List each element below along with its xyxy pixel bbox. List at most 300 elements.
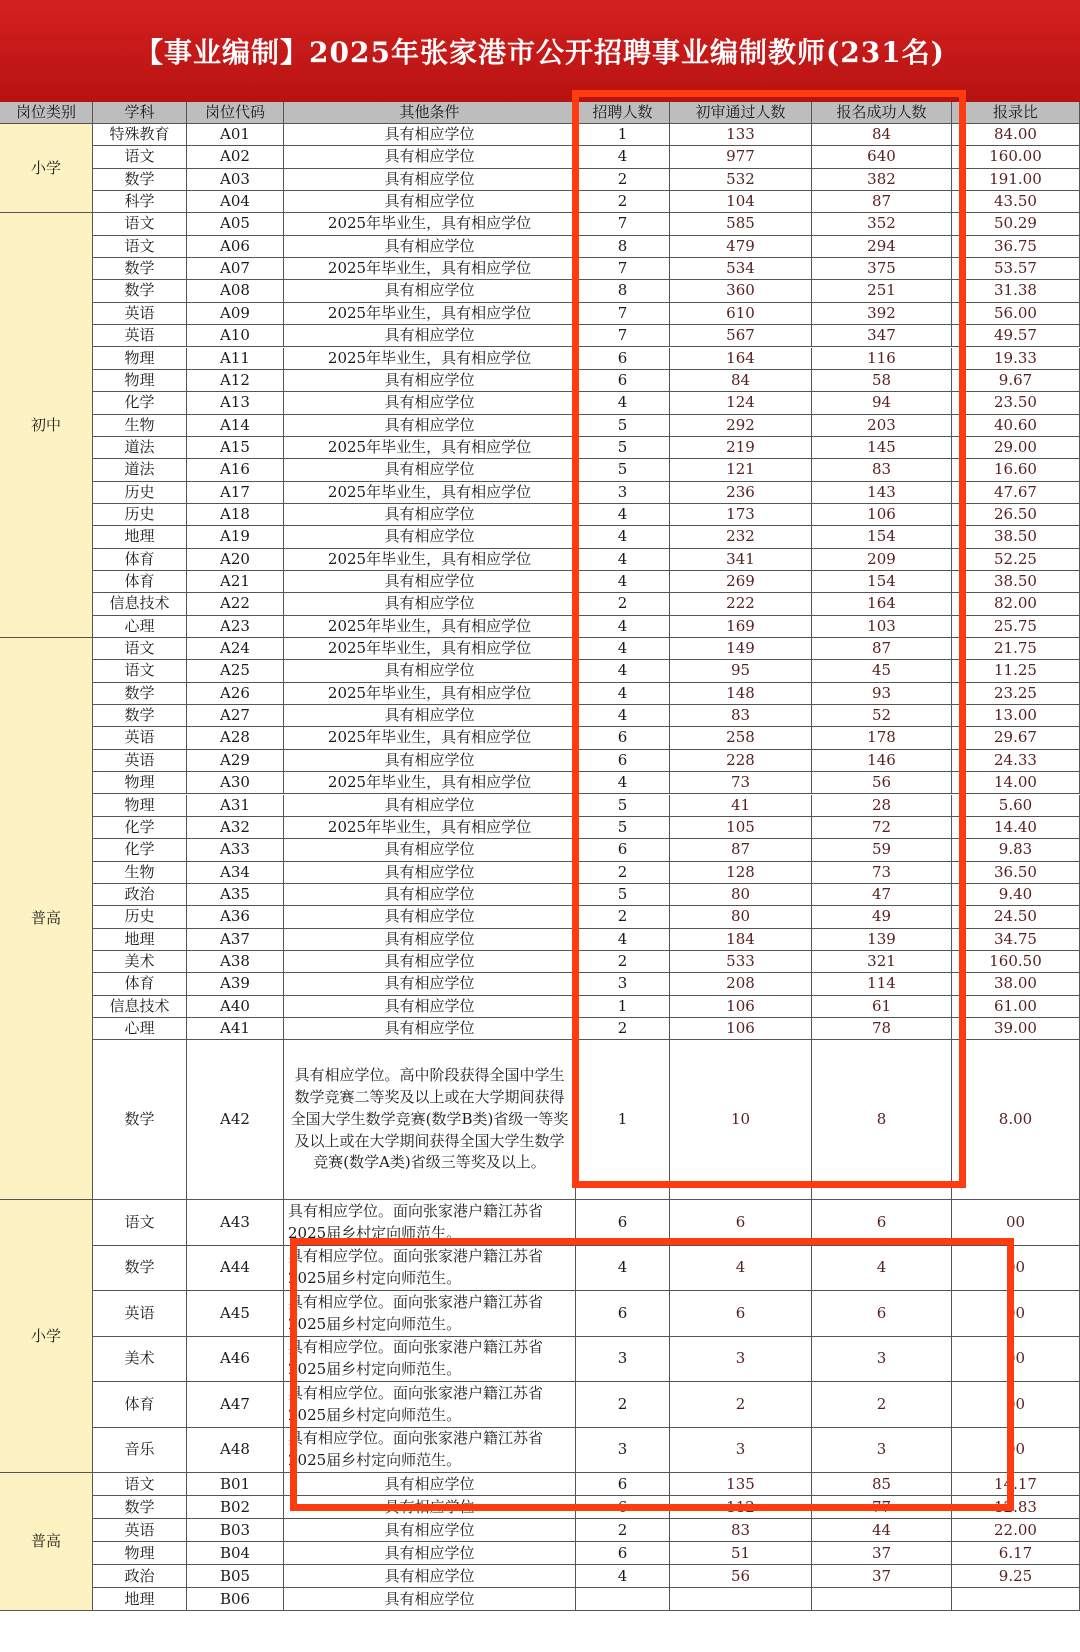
page-title-banner bbox=[0, 0, 1080, 102]
condition-cell bbox=[284, 1246, 576, 1292]
subject-cell-text: 特殊教育 bbox=[109, 125, 170, 144]
condition-cell bbox=[284, 795, 576, 817]
value-cell-text: 222 bbox=[726, 594, 755, 613]
value-cell-text: 6 bbox=[617, 728, 628, 747]
value-cell bbox=[576, 459, 670, 481]
value-cell-text: 94 bbox=[871, 393, 892, 412]
value-cell-text: 14.00 bbox=[994, 773, 1037, 792]
value-cell bbox=[952, 213, 1080, 235]
value-cell-text: 2 bbox=[617, 951, 628, 970]
value-cell bbox=[952, 862, 1080, 884]
code-cell bbox=[187, 415, 284, 437]
value-cell bbox=[576, 795, 670, 817]
value-cell-text: 105 bbox=[726, 817, 755, 836]
value-cell bbox=[812, 884, 952, 906]
subject-cell-text: 科学 bbox=[124, 192, 155, 211]
value-cell bbox=[812, 929, 952, 951]
value-cell bbox=[670, 392, 812, 414]
code-cell-text: A48 bbox=[220, 1440, 250, 1459]
value-cell bbox=[952, 169, 1080, 191]
value-cell bbox=[952, 705, 1080, 727]
value-cell bbox=[812, 1565, 952, 1588]
subject-cell-text: 物理 bbox=[124, 1543, 155, 1562]
value-cell-text: 479 bbox=[726, 236, 755, 255]
value-cell bbox=[670, 146, 812, 168]
condition-cell-text: 具有相应学位。面向张家港户籍江苏省2025届乡村定向师范生。 bbox=[288, 1201, 544, 1242]
value-cell bbox=[576, 929, 670, 951]
code-cell bbox=[187, 146, 284, 168]
subject-cell-text: 化学 bbox=[124, 817, 155, 836]
subject-cell-text: 政治 bbox=[124, 1566, 155, 1585]
subject-cell bbox=[93, 258, 187, 280]
condition-cell-text: 具有相应学位 bbox=[384, 572, 475, 591]
subject-cell bbox=[93, 325, 187, 347]
value-cell-text: 347 bbox=[867, 326, 896, 345]
value-cell-text: 61 bbox=[871, 996, 892, 1015]
value-cell bbox=[812, 124, 952, 146]
value-cell bbox=[812, 1291, 952, 1337]
value-cell bbox=[670, 191, 812, 213]
value-cell bbox=[670, 772, 812, 794]
value-cell bbox=[812, 1473, 952, 1496]
code-cell bbox=[187, 392, 284, 414]
subject-cell bbox=[93, 392, 187, 414]
code-cell-text: A06 bbox=[220, 236, 250, 255]
value-cell-text: 3 bbox=[876, 1440, 887, 1459]
value-cell-text: 5 bbox=[617, 460, 628, 479]
value-cell-text: 11.25 bbox=[994, 661, 1037, 680]
subject-cell-text: 语文 bbox=[124, 147, 155, 166]
condition-cell bbox=[284, 169, 576, 191]
value-cell-text: 375 bbox=[867, 259, 896, 278]
value-cell-text: 2 bbox=[617, 1019, 628, 1038]
value-cell-text: 38.00 bbox=[994, 974, 1037, 993]
value-cell-text: 39.00 bbox=[994, 1019, 1037, 1038]
value-cell-text: 106 bbox=[726, 996, 755, 1015]
condition-cell-text: 具有相应学位 bbox=[384, 907, 475, 926]
value-cell-text: 191.00 bbox=[989, 169, 1042, 188]
value-cell-text: 5 bbox=[617, 437, 628, 456]
value-cell-text: 87 bbox=[871, 639, 892, 658]
condition-cell bbox=[284, 705, 576, 727]
condition-cell bbox=[284, 213, 576, 235]
header-cell-text: 初审通过人数 bbox=[695, 102, 786, 121]
subject-cell-text: 物理 bbox=[124, 795, 155, 814]
subject-cell-text: 语文 bbox=[124, 214, 155, 233]
condition-cell-text: 具有相应学位 bbox=[384, 370, 475, 389]
subject-cell bbox=[93, 1565, 187, 1588]
value-cell bbox=[670, 280, 812, 302]
subject-cell-text: 化学 bbox=[124, 393, 155, 412]
subject-cell bbox=[93, 951, 187, 973]
condition-cell bbox=[284, 1428, 576, 1474]
value-cell bbox=[952, 280, 1080, 302]
value-cell bbox=[576, 839, 670, 861]
value-cell bbox=[952, 772, 1080, 794]
value-cell bbox=[576, 124, 670, 146]
code-cell bbox=[187, 549, 284, 571]
condition-cell-text: 具有相应学位 bbox=[384, 147, 475, 166]
value-cell bbox=[812, 415, 952, 437]
value-cell bbox=[670, 1542, 812, 1565]
condition-cell bbox=[284, 258, 576, 280]
code-cell-text: A26 bbox=[220, 683, 250, 702]
subject-cell bbox=[93, 1428, 187, 1474]
code-cell bbox=[187, 124, 284, 146]
value-cell-text: 77 bbox=[871, 1497, 892, 1516]
value-cell bbox=[670, 817, 812, 839]
value-cell-text: 6 bbox=[735, 1212, 746, 1231]
value-cell-text: 61.00 bbox=[994, 996, 1037, 1015]
code-cell bbox=[187, 1496, 284, 1519]
value-cell-text: 1 bbox=[617, 996, 628, 1015]
condition-cell-text: 2025年毕业生，具有相应学位 bbox=[327, 817, 532, 836]
value-cell bbox=[952, 1040, 1080, 1200]
value-cell bbox=[812, 1018, 952, 1040]
subject-cell bbox=[93, 191, 187, 213]
value-cell-text: 3 bbox=[617, 1440, 628, 1459]
code-cell bbox=[187, 593, 284, 615]
condition-cell bbox=[284, 571, 576, 593]
value-cell bbox=[576, 191, 670, 213]
value-cell bbox=[670, 370, 812, 392]
subject-cell-text: 生物 bbox=[124, 415, 155, 434]
condition-cell-text: 具有相应学位。面向张家港户籍江苏省2025届乡村定向师范生。 bbox=[288, 1247, 544, 1288]
value-cell bbox=[812, 839, 952, 861]
subject-cell bbox=[93, 1496, 187, 1519]
value-cell bbox=[670, 124, 812, 146]
value-cell bbox=[812, 1382, 952, 1428]
code-cell-text: A03 bbox=[220, 169, 250, 188]
value-cell bbox=[670, 258, 812, 280]
code-cell-text: A41 bbox=[220, 1019, 250, 1038]
subject-cell-text: 信息技术 bbox=[109, 594, 170, 613]
subject-cell bbox=[93, 884, 187, 906]
code-cell bbox=[187, 1519, 284, 1542]
value-cell-text: 533 bbox=[726, 951, 755, 970]
code-cell-text: A46 bbox=[220, 1349, 250, 1368]
value-cell bbox=[576, 1428, 670, 1474]
value-cell-text: 9.40 bbox=[998, 884, 1033, 903]
subject-cell bbox=[93, 1473, 187, 1496]
value-cell bbox=[952, 526, 1080, 548]
value-cell-text: 41 bbox=[730, 795, 751, 814]
code-cell-text: A20 bbox=[220, 549, 250, 568]
value-cell-text: 143 bbox=[867, 482, 896, 501]
code-cell bbox=[187, 526, 284, 548]
value-cell-text: 977 bbox=[726, 147, 755, 166]
value-cell-text: 6 bbox=[617, 1543, 628, 1562]
code-cell-text: A36 bbox=[220, 907, 250, 926]
code-cell bbox=[187, 1246, 284, 1292]
value-cell bbox=[812, 683, 952, 705]
code-cell-text: A32 bbox=[220, 817, 250, 836]
value-cell bbox=[670, 213, 812, 235]
subject-cell-text: 心理 bbox=[124, 616, 155, 635]
value-cell bbox=[670, 1291, 812, 1337]
value-cell bbox=[576, 1473, 670, 1496]
value-cell bbox=[576, 727, 670, 749]
code-cell bbox=[187, 191, 284, 213]
value-cell-text: 360 bbox=[726, 281, 755, 300]
condition-cell-text: 具有相应学位 bbox=[384, 884, 475, 903]
value-cell bbox=[812, 862, 952, 884]
code-cell-text: A09 bbox=[220, 303, 250, 322]
condition-cell-text: 具有相应学位 bbox=[384, 951, 475, 970]
value-cell bbox=[952, 1018, 1080, 1040]
value-cell bbox=[812, 370, 952, 392]
condition-cell-text: 2025年毕业生，具有相应学位 bbox=[327, 303, 532, 322]
subject-cell bbox=[93, 370, 187, 392]
code-cell-text: B03 bbox=[219, 1520, 251, 1539]
value-cell-text: 23.25 bbox=[994, 683, 1037, 702]
value-cell bbox=[576, 526, 670, 548]
value-cell bbox=[670, 348, 812, 370]
value-cell-text: 72 bbox=[871, 817, 892, 836]
value-cell-text: 36.50 bbox=[994, 862, 1037, 881]
value-cell-text: 44 bbox=[871, 1520, 892, 1539]
value-cell-text: 124 bbox=[726, 393, 755, 412]
condition-cell bbox=[284, 750, 576, 772]
subject-cell-text: 历史 bbox=[124, 504, 155, 523]
condition-cell-text: 具有相应学位 bbox=[384, 415, 475, 434]
value-cell-text: 6 bbox=[617, 1212, 628, 1231]
condition-cell bbox=[284, 146, 576, 168]
code-cell-text: A05 bbox=[220, 214, 250, 233]
code-cell bbox=[187, 1588, 284, 1611]
value-cell-text: 10 bbox=[730, 1110, 751, 1129]
value-cell bbox=[576, 236, 670, 258]
subject-cell-text: 物理 bbox=[124, 348, 155, 367]
value-cell-text: 2 bbox=[617, 192, 628, 211]
condition-cell-text: 具有相应学位 bbox=[384, 996, 475, 1015]
value-cell bbox=[670, 750, 812, 772]
subject-cell bbox=[93, 437, 187, 459]
value-cell-text: 5 bbox=[617, 415, 628, 434]
value-cell-text: 4 bbox=[617, 527, 628, 546]
value-cell-text: 59 bbox=[871, 840, 892, 859]
header-cell bbox=[576, 102, 670, 124]
condition-cell bbox=[284, 392, 576, 414]
value-cell bbox=[812, 1040, 952, 1200]
value-cell-text: 2 bbox=[617, 169, 628, 188]
subject-cell-text: 数学 bbox=[124, 169, 155, 188]
value-cell-text: 00 bbox=[1005, 1440, 1026, 1459]
value-cell bbox=[670, 929, 812, 951]
value-cell-text: 4 bbox=[617, 661, 628, 680]
code-cell-text: A22 bbox=[220, 594, 250, 613]
category-cell-text: 小学 bbox=[30, 1326, 61, 1345]
condition-cell-text: 2025年毕业生，具有相应学位 bbox=[327, 437, 532, 456]
value-cell-text: 184 bbox=[726, 929, 755, 948]
value-cell-text: 149 bbox=[726, 639, 755, 658]
subject-cell-text: 道法 bbox=[124, 460, 155, 479]
code-cell-text: A13 bbox=[220, 393, 250, 412]
value-cell bbox=[576, 705, 670, 727]
code-cell bbox=[187, 280, 284, 302]
value-cell-text: 58 bbox=[871, 370, 892, 389]
subject-cell-text: 道法 bbox=[124, 437, 155, 456]
value-cell-text: 6 bbox=[617, 370, 628, 389]
code-cell bbox=[187, 884, 284, 906]
value-cell-text: 2 bbox=[617, 1520, 628, 1539]
subject-cell-text: 音乐 bbox=[124, 1440, 155, 1459]
value-cell-text: 4 bbox=[617, 1566, 628, 1585]
value-cell-text: 52 bbox=[871, 706, 892, 725]
value-cell bbox=[952, 1291, 1080, 1337]
value-cell bbox=[670, 996, 812, 1018]
condition-cell-text: 具有相应学位 bbox=[384, 594, 475, 613]
value-cell bbox=[576, 1040, 670, 1200]
condition-cell-text: 具有相应学位 bbox=[384, 169, 475, 188]
code-cell bbox=[187, 169, 284, 191]
value-cell-text: 73 bbox=[730, 773, 751, 792]
value-cell-text: 2 bbox=[617, 862, 628, 881]
value-cell bbox=[670, 169, 812, 191]
subject-cell bbox=[93, 459, 187, 481]
value-cell bbox=[576, 906, 670, 928]
value-cell bbox=[670, 459, 812, 481]
value-cell-text: 87 bbox=[730, 840, 751, 859]
code-cell-text: A19 bbox=[220, 527, 250, 546]
value-cell bbox=[576, 1496, 670, 1519]
subject-cell-text: 地理 bbox=[124, 527, 155, 546]
value-cell bbox=[952, 996, 1080, 1018]
code-cell bbox=[187, 951, 284, 973]
condition-cell-text: 2025年毕业生，具有相应学位 bbox=[327, 616, 532, 635]
code-cell-text: B01 bbox=[219, 1474, 251, 1493]
value-cell bbox=[952, 415, 1080, 437]
code-cell-text: A40 bbox=[220, 996, 250, 1015]
condition-cell-text: 2025年毕业生，具有相应学位 bbox=[327, 348, 532, 367]
value-cell bbox=[952, 258, 1080, 280]
value-cell bbox=[670, 705, 812, 727]
condition-cell-text: 具有相应学位。面向张家港户籍江苏省2025届乡村定向师范生。 bbox=[288, 1292, 544, 1333]
value-cell bbox=[670, 325, 812, 347]
value-cell-text: 24.33 bbox=[994, 750, 1037, 769]
condition-cell-text: 具有相应学位 bbox=[384, 1497, 475, 1516]
subject-cell-text: 美术 bbox=[124, 1349, 155, 1368]
value-cell bbox=[576, 996, 670, 1018]
value-cell bbox=[670, 1588, 812, 1611]
value-cell bbox=[670, 571, 812, 593]
value-cell-text: 352 bbox=[867, 214, 896, 233]
subject-cell bbox=[93, 1382, 187, 1428]
value-cell-text: 4 bbox=[617, 773, 628, 792]
value-cell-text: 1 bbox=[617, 125, 628, 144]
value-cell bbox=[952, 325, 1080, 347]
condition-cell-text: 具有相应学位。面向张家港户籍江苏省2025届乡村定向师范生。 bbox=[288, 1429, 544, 1470]
code-cell-text: A30 bbox=[220, 773, 250, 792]
value-cell bbox=[670, 906, 812, 928]
value-cell bbox=[952, 839, 1080, 861]
value-cell-text: 47.67 bbox=[994, 482, 1037, 501]
subject-cell-text: 数学 bbox=[124, 259, 155, 278]
code-cell-text: A18 bbox=[220, 504, 250, 523]
condition-cell bbox=[284, 549, 576, 571]
condition-cell bbox=[284, 772, 576, 794]
value-cell-text: 3 bbox=[735, 1440, 746, 1459]
value-cell-text: 2 bbox=[617, 594, 628, 613]
condition-cell bbox=[284, 325, 576, 347]
value-cell-text: 382 bbox=[867, 169, 896, 188]
value-cell-text: 4 bbox=[617, 683, 628, 702]
value-cell bbox=[952, 392, 1080, 414]
value-cell bbox=[576, 146, 670, 168]
subject-cell-text: 英语 bbox=[124, 303, 155, 322]
subject-cell-text: 历史 bbox=[124, 907, 155, 926]
value-cell-text: 4 bbox=[617, 929, 628, 948]
subject-cell-text: 英语 bbox=[124, 1303, 155, 1322]
value-cell bbox=[576, 884, 670, 906]
value-cell-text: 8 bbox=[617, 236, 628, 255]
value-cell-text: 13.00 bbox=[994, 706, 1037, 725]
value-cell bbox=[670, 660, 812, 682]
value-cell-text: 9.67 bbox=[998, 370, 1033, 389]
condition-cell-text: 具有相应学位 bbox=[384, 125, 475, 144]
code-cell bbox=[187, 1018, 284, 1040]
subject-cell-text: 数学 bbox=[124, 706, 155, 725]
condition-cell bbox=[284, 482, 576, 504]
subject-cell bbox=[93, 660, 187, 682]
condition-cell bbox=[284, 1291, 576, 1337]
value-cell bbox=[670, 415, 812, 437]
value-cell-text: 236 bbox=[726, 482, 755, 501]
value-cell-text: 145 bbox=[867, 437, 896, 456]
subject-cell bbox=[93, 303, 187, 325]
condition-cell bbox=[284, 660, 576, 682]
value-cell bbox=[812, 169, 952, 191]
value-cell bbox=[576, 772, 670, 794]
subject-cell bbox=[93, 616, 187, 638]
value-cell-text: 6 bbox=[617, 1497, 628, 1516]
value-cell-text: 47 bbox=[871, 884, 892, 903]
value-cell bbox=[952, 1496, 1080, 1519]
value-cell-text: 392 bbox=[867, 303, 896, 322]
value-cell-text: 294 bbox=[867, 236, 896, 255]
value-cell-text: 3 bbox=[617, 482, 628, 501]
value-cell-text: 103 bbox=[867, 616, 896, 635]
condition-cell bbox=[284, 839, 576, 861]
condition-cell bbox=[284, 280, 576, 302]
value-cell bbox=[670, 727, 812, 749]
value-cell bbox=[952, 929, 1080, 951]
condition-cell bbox=[284, 1473, 576, 1496]
condition-cell bbox=[284, 124, 576, 146]
subject-cell bbox=[93, 839, 187, 861]
code-cell bbox=[187, 817, 284, 839]
code-cell bbox=[187, 1337, 284, 1383]
condition-cell-text: 具有相应学位 bbox=[384, 1566, 475, 1585]
code-cell bbox=[187, 571, 284, 593]
value-cell bbox=[576, 437, 670, 459]
value-cell-text: 232 bbox=[726, 527, 755, 546]
value-cell-text: 4 bbox=[617, 147, 628, 166]
subject-cell-text: 数学 bbox=[124, 1258, 155, 1277]
code-cell bbox=[187, 1473, 284, 1496]
code-cell bbox=[187, 1542, 284, 1565]
code-cell bbox=[187, 504, 284, 526]
condition-cell bbox=[284, 616, 576, 638]
value-cell bbox=[576, 549, 670, 571]
condition-cell bbox=[284, 638, 576, 660]
code-cell-text: A21 bbox=[220, 572, 250, 591]
code-cell bbox=[187, 1200, 284, 1246]
value-cell bbox=[812, 482, 952, 504]
value-cell bbox=[952, 459, 1080, 481]
value-cell bbox=[670, 862, 812, 884]
code-cell-text: A11 bbox=[220, 348, 250, 367]
